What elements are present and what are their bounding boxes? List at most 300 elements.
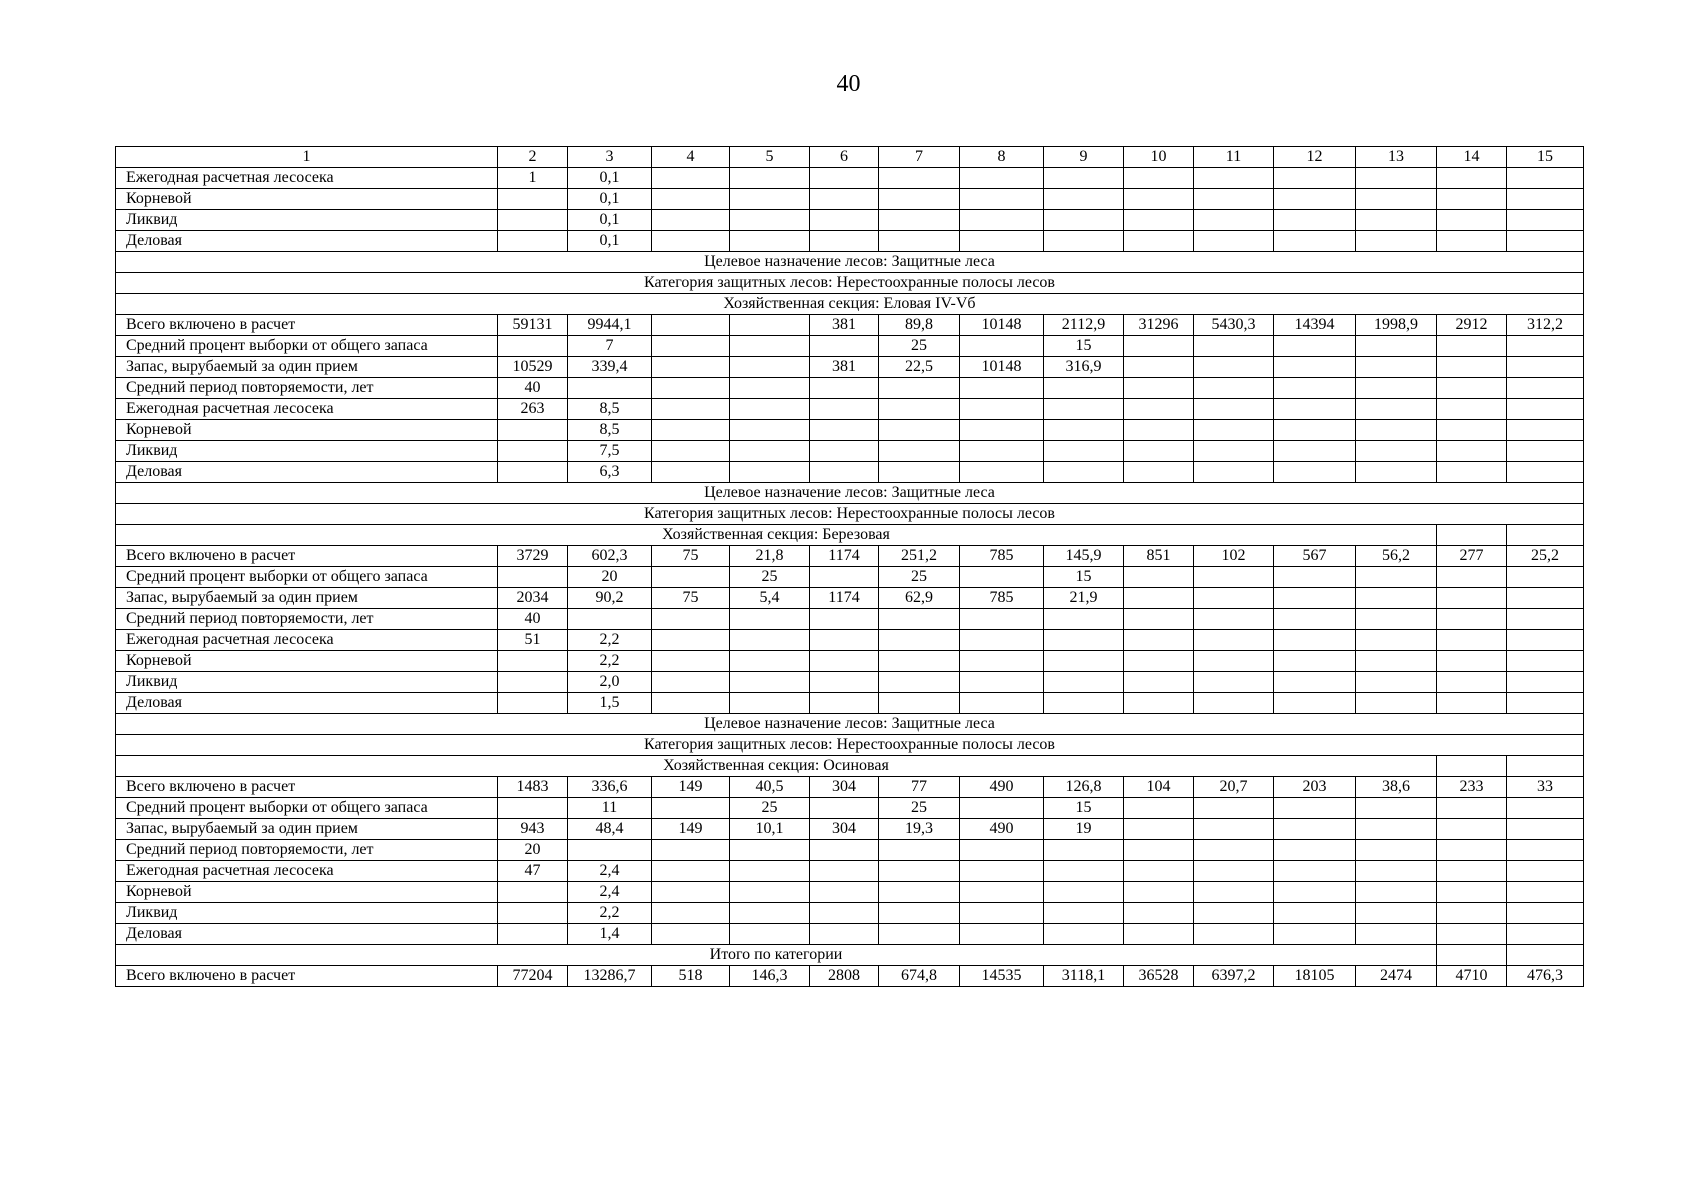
table-cell bbox=[1507, 630, 1584, 651]
table-cell: 25 bbox=[730, 567, 810, 588]
table-row bbox=[116, 168, 1584, 189]
row-label: Корневой bbox=[116, 420, 498, 441]
table-row bbox=[116, 378, 1584, 399]
table-cell bbox=[879, 924, 960, 945]
table-cell: 20 bbox=[498, 840, 568, 861]
table-cell bbox=[1124, 462, 1194, 483]
table-cell bbox=[1274, 336, 1356, 357]
table-cell bbox=[1124, 189, 1194, 210]
table-cell bbox=[1356, 693, 1437, 714]
row-label: Ежегодная расчетная лесосека bbox=[116, 861, 498, 882]
section-header-row bbox=[116, 504, 1584, 525]
column-number: 12 bbox=[1274, 147, 1356, 168]
table-cell bbox=[1274, 567, 1356, 588]
table-cell bbox=[1507, 399, 1584, 420]
table-cell bbox=[1274, 378, 1356, 399]
row-label: Запас, вырубаемый за один прием bbox=[116, 588, 498, 609]
table-cell bbox=[652, 378, 730, 399]
row-label: Средний период повторяемости, лет bbox=[116, 840, 498, 861]
table-cell: 476,3 bbox=[1507, 966, 1584, 987]
table-cell bbox=[1356, 567, 1437, 588]
row-label: Средний период повторяемости, лет bbox=[116, 378, 498, 399]
table-cell: 6397,2 bbox=[1194, 966, 1274, 987]
table-cell bbox=[498, 336, 568, 357]
table-row bbox=[116, 546, 1584, 567]
table-cell: 89,8 bbox=[879, 315, 960, 336]
table-cell: 90,2 bbox=[568, 588, 652, 609]
table-cell bbox=[568, 840, 652, 861]
table-cell bbox=[1274, 672, 1356, 693]
table-cell bbox=[1437, 861, 1507, 882]
table-cell bbox=[730, 693, 810, 714]
table-cell bbox=[1356, 882, 1437, 903]
row-label: Ликвид bbox=[116, 441, 498, 462]
table-cell bbox=[652, 168, 730, 189]
table-cell: 36528 bbox=[1124, 966, 1194, 987]
table-cell bbox=[1507, 231, 1584, 252]
table-cell bbox=[1124, 819, 1194, 840]
table-cell bbox=[1437, 336, 1507, 357]
table-cell bbox=[1356, 462, 1437, 483]
table-cell bbox=[1194, 903, 1274, 924]
table-cell: 1174 bbox=[810, 546, 879, 567]
table-cell: 336,6 bbox=[568, 777, 652, 798]
table-cell bbox=[1124, 630, 1194, 651]
table-cell bbox=[498, 651, 568, 672]
table-cell bbox=[1124, 861, 1194, 882]
table-cell bbox=[1356, 903, 1437, 924]
table-cell: 10529 bbox=[498, 357, 568, 378]
table-cell: 312,2 bbox=[1507, 315, 1584, 336]
table-cell bbox=[1274, 399, 1356, 420]
table-cell bbox=[1194, 819, 1274, 840]
table-cell bbox=[1356, 840, 1437, 861]
table-cell bbox=[810, 168, 879, 189]
table-cell bbox=[1356, 672, 1437, 693]
table-cell bbox=[810, 231, 879, 252]
table-cell: 51 bbox=[498, 630, 568, 651]
table-cell: 0,1 bbox=[568, 168, 652, 189]
table-cell bbox=[1194, 588, 1274, 609]
table-cell: 25 bbox=[730, 798, 810, 819]
table-row bbox=[116, 672, 1584, 693]
table-cell: 10,1 bbox=[730, 819, 810, 840]
table-cell bbox=[1124, 672, 1194, 693]
table-cell bbox=[1274, 609, 1356, 630]
table-cell bbox=[1124, 651, 1194, 672]
table-cell bbox=[1437, 357, 1507, 378]
table-cell bbox=[1124, 399, 1194, 420]
table-cell bbox=[810, 441, 879, 462]
table-cell bbox=[960, 420, 1044, 441]
table-cell bbox=[879, 861, 960, 882]
column-number: 15 bbox=[1507, 147, 1584, 168]
table-cell bbox=[1507, 420, 1584, 441]
table-cell: 4710 bbox=[1437, 966, 1507, 987]
table-cell bbox=[498, 567, 568, 588]
table-cell bbox=[1274, 861, 1356, 882]
table-cell bbox=[1356, 210, 1437, 231]
table-cell bbox=[652, 630, 730, 651]
table-cell: 48,4 bbox=[568, 819, 652, 840]
section-title: Категория защитных лесов: Нерестоохранные полосы лесов bbox=[116, 504, 1584, 525]
table-cell bbox=[960, 861, 1044, 882]
table-cell bbox=[730, 903, 810, 924]
table-cell bbox=[810, 798, 879, 819]
table-cell bbox=[810, 651, 879, 672]
section-header-row bbox=[116, 294, 1584, 315]
table-cell bbox=[1124, 441, 1194, 462]
column-number: 3 bbox=[568, 147, 652, 168]
section-header-row bbox=[116, 735, 1584, 756]
table-cell bbox=[1437, 168, 1507, 189]
section-title: Хозяйственная секция: Березовая bbox=[116, 525, 1437, 546]
table-cell bbox=[1507, 798, 1584, 819]
table-cell bbox=[1356, 798, 1437, 819]
table-cell bbox=[1274, 441, 1356, 462]
table-cell: 1483 bbox=[498, 777, 568, 798]
table-cell bbox=[879, 840, 960, 861]
row-label: Всего включено в расчет bbox=[116, 315, 498, 336]
table-cell bbox=[1124, 882, 1194, 903]
table-cell bbox=[730, 168, 810, 189]
table-cell: 381 bbox=[810, 315, 879, 336]
table-cell bbox=[960, 609, 1044, 630]
table-cell bbox=[1124, 840, 1194, 861]
column-number: 5 bbox=[730, 147, 810, 168]
table-cell: 8,5 bbox=[568, 399, 652, 420]
table-cell bbox=[1437, 924, 1507, 945]
section-header-row bbox=[116, 252, 1584, 273]
table-cell bbox=[1044, 630, 1124, 651]
table-row bbox=[116, 777, 1584, 798]
table-cell bbox=[960, 567, 1044, 588]
table-cell bbox=[652, 609, 730, 630]
table-cell: 339,4 bbox=[568, 357, 652, 378]
table-cell bbox=[1437, 231, 1507, 252]
table-cell bbox=[652, 336, 730, 357]
table-cell bbox=[1124, 798, 1194, 819]
table-cell bbox=[1044, 924, 1124, 945]
table-cell bbox=[879, 693, 960, 714]
table-cell bbox=[1044, 420, 1124, 441]
table-cell bbox=[1507, 672, 1584, 693]
table-cell bbox=[1507, 651, 1584, 672]
table-cell bbox=[1274, 630, 1356, 651]
column-number: 11 bbox=[1194, 147, 1274, 168]
table-cell bbox=[652, 651, 730, 672]
table-cell bbox=[879, 210, 960, 231]
table-cell bbox=[568, 609, 652, 630]
table-cell bbox=[1437, 819, 1507, 840]
table-cell bbox=[960, 462, 1044, 483]
row-label: Средний процент выборки от общего запаса bbox=[116, 567, 498, 588]
table-cell bbox=[960, 168, 1044, 189]
row-label: Ежегодная расчетная лесосека bbox=[116, 399, 498, 420]
table-cell: 2,0 bbox=[568, 672, 652, 693]
row-label: Деловая bbox=[116, 231, 498, 252]
table-cell bbox=[1194, 693, 1274, 714]
table-cell: 5,4 bbox=[730, 588, 810, 609]
table-cell: 20 bbox=[568, 567, 652, 588]
table-cell bbox=[1124, 588, 1194, 609]
column-number: 7 bbox=[879, 147, 960, 168]
table-cell bbox=[879, 378, 960, 399]
table-cell bbox=[1356, 441, 1437, 462]
table-cell: 21,9 bbox=[1044, 588, 1124, 609]
table-cell bbox=[1356, 168, 1437, 189]
column-number: 14 bbox=[1437, 147, 1507, 168]
table-row bbox=[116, 399, 1584, 420]
section-header-row bbox=[116, 273, 1584, 294]
table-cell: 104 bbox=[1124, 777, 1194, 798]
table-cell: 145,9 bbox=[1044, 546, 1124, 567]
table-cell bbox=[960, 231, 1044, 252]
table-cell bbox=[1044, 168, 1124, 189]
table-cell bbox=[652, 210, 730, 231]
section-header-row bbox=[116, 483, 1584, 504]
column-number: 1 bbox=[116, 147, 498, 168]
table-cell bbox=[1274, 819, 1356, 840]
table-cell: 381 bbox=[810, 357, 879, 378]
table-cell bbox=[879, 441, 960, 462]
table-cell: 47 bbox=[498, 861, 568, 882]
table-cell bbox=[1437, 840, 1507, 861]
table-cell: 6,3 bbox=[568, 462, 652, 483]
table-cell bbox=[652, 903, 730, 924]
section-title: Целевое назначение лесов: Защитные леса bbox=[116, 483, 1584, 504]
table-row bbox=[116, 693, 1584, 714]
table-cell bbox=[1437, 462, 1507, 483]
table-cell bbox=[810, 567, 879, 588]
table-row bbox=[116, 840, 1584, 861]
table-cell: 14394 bbox=[1274, 315, 1356, 336]
table-cell bbox=[730, 210, 810, 231]
table-cell: 59131 bbox=[498, 315, 568, 336]
table-cell bbox=[730, 441, 810, 462]
table-cell bbox=[1194, 924, 1274, 945]
table-cell bbox=[1437, 903, 1507, 924]
table-cell bbox=[568, 378, 652, 399]
table-cell bbox=[1356, 231, 1437, 252]
table-cell bbox=[1356, 651, 1437, 672]
table-cell: 304 bbox=[810, 777, 879, 798]
table-cell: 2112,9 bbox=[1044, 315, 1124, 336]
section-title: Категория защитных лесов: Нерестоохранные полосы лесов bbox=[116, 735, 1584, 756]
row-label: Средний процент выборки от общего запаса bbox=[116, 336, 498, 357]
table-cell bbox=[1507, 861, 1584, 882]
table-cell bbox=[498, 798, 568, 819]
table-cell bbox=[1124, 567, 1194, 588]
table-cell bbox=[1437, 588, 1507, 609]
table-cell: 56,2 bbox=[1356, 546, 1437, 567]
table-cell bbox=[1044, 840, 1124, 861]
table-cell bbox=[498, 231, 568, 252]
table-cell: 126,8 bbox=[1044, 777, 1124, 798]
table-cell bbox=[498, 693, 568, 714]
table-cell bbox=[879, 882, 960, 903]
table-cell: 2,2 bbox=[568, 630, 652, 651]
table-cell bbox=[1044, 882, 1124, 903]
table-cell: 13286,7 bbox=[568, 966, 652, 987]
table-cell bbox=[960, 630, 1044, 651]
row-label: Деловая bbox=[116, 693, 498, 714]
table-cell: 263 bbox=[498, 399, 568, 420]
table-cell bbox=[730, 882, 810, 903]
table-cell bbox=[1044, 189, 1124, 210]
table-row bbox=[116, 651, 1584, 672]
table-body bbox=[116, 147, 1584, 987]
table-cell bbox=[1194, 798, 1274, 819]
table-cell bbox=[960, 924, 1044, 945]
row-label: Средний процент выборки от общего запаса bbox=[116, 798, 498, 819]
table-cell bbox=[1507, 882, 1584, 903]
table-cell: 7 bbox=[568, 336, 652, 357]
table-cell: 2,4 bbox=[568, 861, 652, 882]
table-cell: 21,8 bbox=[730, 546, 810, 567]
table-cell: 2912 bbox=[1437, 315, 1507, 336]
table-cell: 0,1 bbox=[568, 210, 652, 231]
table-cell bbox=[730, 336, 810, 357]
table-cell bbox=[1194, 399, 1274, 420]
table-cell bbox=[1274, 420, 1356, 441]
table-cell bbox=[1437, 441, 1507, 462]
row-label: Ежегодная расчетная лесосека bbox=[116, 630, 498, 651]
table-cell bbox=[1356, 861, 1437, 882]
table-cell bbox=[730, 630, 810, 651]
table-cell bbox=[1124, 693, 1194, 714]
table-cell: 75 bbox=[652, 546, 730, 567]
table-cell bbox=[730, 399, 810, 420]
table-row bbox=[116, 903, 1584, 924]
table-cell bbox=[1194, 210, 1274, 231]
table-cell bbox=[730, 420, 810, 441]
table-cell: 40,5 bbox=[730, 777, 810, 798]
table-cell bbox=[1194, 420, 1274, 441]
table-cell bbox=[1356, 588, 1437, 609]
table-cell bbox=[1194, 840, 1274, 861]
table-cell bbox=[1194, 231, 1274, 252]
table-cell bbox=[1356, 378, 1437, 399]
column-number: 10 bbox=[1124, 147, 1194, 168]
table-row bbox=[116, 798, 1584, 819]
column-number: 9 bbox=[1044, 147, 1124, 168]
table-cell bbox=[879, 399, 960, 420]
table-cell bbox=[1437, 399, 1507, 420]
table-cell bbox=[652, 231, 730, 252]
table-cell bbox=[730, 861, 810, 882]
table-cell: 3729 bbox=[498, 546, 568, 567]
row-label: Ликвид bbox=[116, 903, 498, 924]
table-cell bbox=[1194, 189, 1274, 210]
row-label: Корневой bbox=[116, 651, 498, 672]
column-number: 4 bbox=[652, 147, 730, 168]
table-cell bbox=[1274, 462, 1356, 483]
table-cell: 2034 bbox=[498, 588, 568, 609]
table-cell bbox=[879, 630, 960, 651]
table-cell bbox=[879, 420, 960, 441]
table-cell bbox=[810, 189, 879, 210]
table-cell bbox=[730, 378, 810, 399]
table-cell bbox=[652, 399, 730, 420]
table-cell bbox=[1194, 861, 1274, 882]
table-cell bbox=[1437, 567, 1507, 588]
row-label: Запас, вырубаемый за один прием bbox=[116, 357, 498, 378]
table-cell bbox=[810, 861, 879, 882]
table-cell bbox=[1124, 420, 1194, 441]
table-cell bbox=[1044, 231, 1124, 252]
section-header-row bbox=[116, 525, 1584, 546]
table-cell bbox=[1507, 462, 1584, 483]
table-cell bbox=[498, 882, 568, 903]
table-cell: 674,8 bbox=[879, 966, 960, 987]
table-cell bbox=[730, 672, 810, 693]
table-cell bbox=[730, 609, 810, 630]
table-cell: 518 bbox=[652, 966, 730, 987]
allowable-cut-table bbox=[115, 146, 1584, 987]
table-cell bbox=[879, 903, 960, 924]
table-cell: 0,1 bbox=[568, 231, 652, 252]
table-cell bbox=[498, 924, 568, 945]
table-cell bbox=[652, 693, 730, 714]
table-cell: 31296 bbox=[1124, 315, 1194, 336]
table-row bbox=[116, 966, 1584, 987]
table-cell: 77204 bbox=[498, 966, 568, 987]
table-cell bbox=[1274, 210, 1356, 231]
table-cell: 2,4 bbox=[568, 882, 652, 903]
table-cell: 75 bbox=[652, 588, 730, 609]
table-cell bbox=[1044, 378, 1124, 399]
table-cell bbox=[810, 630, 879, 651]
table-cell bbox=[1194, 882, 1274, 903]
table-cell bbox=[1507, 903, 1584, 924]
table-cell bbox=[960, 840, 1044, 861]
table-cell bbox=[810, 399, 879, 420]
table-cell bbox=[1194, 357, 1274, 378]
table-row bbox=[116, 924, 1584, 945]
table-cell bbox=[960, 399, 1044, 420]
table-cell bbox=[1194, 672, 1274, 693]
table-cell: 10148 bbox=[960, 357, 1044, 378]
table-cell: 7,5 bbox=[568, 441, 652, 462]
table-cell bbox=[1194, 336, 1274, 357]
table-cell bbox=[1274, 231, 1356, 252]
table-cell bbox=[1507, 357, 1584, 378]
table-cell: 2,2 bbox=[568, 651, 652, 672]
column-number: 13 bbox=[1356, 147, 1437, 168]
table-cell bbox=[730, 231, 810, 252]
table-cell bbox=[1194, 609, 1274, 630]
empty-cell bbox=[1437, 945, 1507, 966]
table-cell: 567 bbox=[1274, 546, 1356, 567]
table-cell bbox=[810, 420, 879, 441]
table-cell bbox=[1507, 819, 1584, 840]
empty-cell bbox=[1437, 756, 1507, 777]
table-cell: 203 bbox=[1274, 777, 1356, 798]
table-cell bbox=[1437, 189, 1507, 210]
empty-cell bbox=[1507, 945, 1584, 966]
table-cell bbox=[1356, 924, 1437, 945]
table-cell bbox=[1124, 336, 1194, 357]
section-header-row bbox=[116, 945, 1584, 966]
table-cell: 146,3 bbox=[730, 966, 810, 987]
table-cell: 1,4 bbox=[568, 924, 652, 945]
table-cell bbox=[1507, 924, 1584, 945]
table-cell bbox=[730, 462, 810, 483]
table-cell: 1 bbox=[498, 168, 568, 189]
table-cell: 2808 bbox=[810, 966, 879, 987]
table-cell bbox=[1356, 609, 1437, 630]
